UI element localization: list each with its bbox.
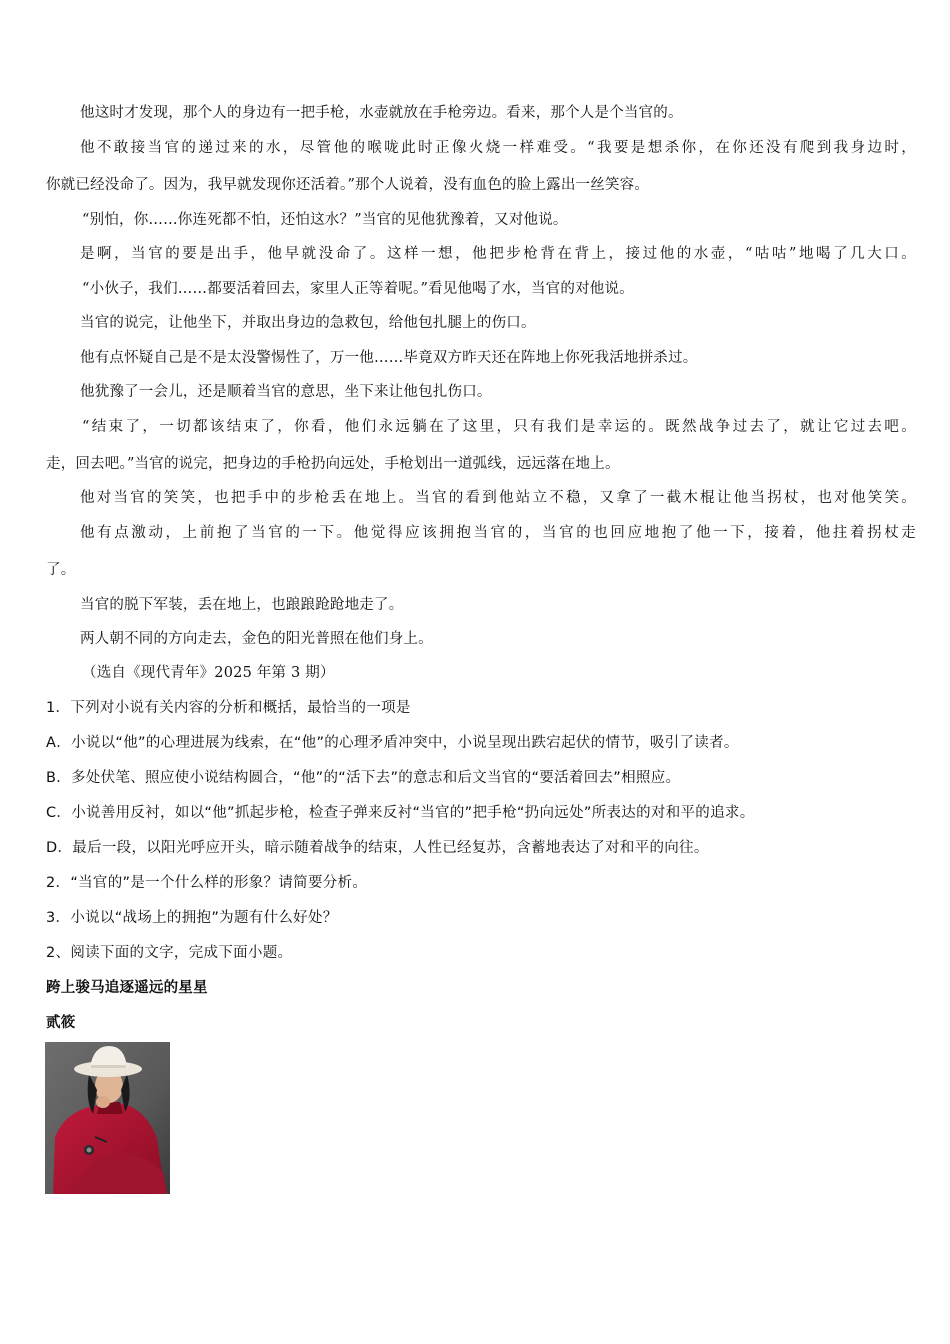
story-paragraph-12: 当官的脱下军装，丢在地上，也踉踉跄跄地走了。 <box>80 597 404 613</box>
story-paragraph-7: 他有点怀疑自己是不是太没警惕性了，万一他……毕竟双方昨天还在阵地上你死我活地拼杀过。 <box>80 350 698 366</box>
story-paragraph-13: 两人朝不同的方向走去，金色的阳光普照在他们身上。 <box>80 631 433 647</box>
story-paragraph-9-line-1: “结束了，一切都该结束了，你看，他们永远躺在了这里，只有我们是幸运的。既然战争过去了，就让它过去吧。 <box>82 419 916 435</box>
question-1-option-a: A．小说以“他”的心理进展为线索，在“他”的心理矛盾冲突中，小说呈现出跌宕起伏的情节，吸引了读者。 <box>46 735 739 751</box>
story-paragraph-10: 他对当官的笑笑，也把手中的步枪丢在地上。当官的看到他站立不稳，又拿了一截木棍让他当拐杖，也对他笑笑。 <box>80 490 916 506</box>
question-2: 2．“当官的”是一个什么样的形象？请简要分析。 <box>46 875 368 891</box>
story-paragraph-1: 他这时才发现，那个人的身边有一把手枪，水壶就放在手枪旁边。看来，那个人是个当官的。 <box>80 105 683 121</box>
article-author: 贰筱 <box>46 1014 76 1031</box>
source-citation: （选自《现代青年》2025 年第 3 期） <box>82 665 335 681</box>
article-title: 跨上骏马追逐遥远的星星 <box>46 979 208 996</box>
story-paragraph-5: “小伙子，我们……都要活着回去，家里人正等着呢。”看见他喝了水，当官的对他说。 <box>82 281 634 297</box>
question-1-stem: 1．下列对小说有关内容的分析和概括，最恰当的一项是 <box>46 700 411 716</box>
story-paragraph-3: “别怕，你……你连死都不怕，还怕这水？”当官的见他犹豫着，又对他说。 <box>82 212 568 228</box>
story-paragraph-4: 是啊，当官的要是出手，他早就没命了。这样一想，他把步枪背在背上，接过他的水壶，“咕咕”地喝了几大口。 <box>80 246 916 262</box>
author-portrait-photo <box>45 1042 170 1194</box>
story-paragraph-8: 他犹豫了一会儿，还是顺着当官的意思，坐下来让他包扎伤口。 <box>80 384 492 400</box>
section-2-intro: 2、阅读下面的文字，完成下面小题。 <box>46 945 293 961</box>
question-3: 3．小说以“战场上的拥抱”为题有什么好处？ <box>46 910 338 926</box>
story-paragraph-9-line-2: 走，回去吧。”当官的说完，把身边的手枪扔向远处，手枪划出一道弧线，远远落在地上。 <box>46 456 620 472</box>
story-paragraph-11-line-1: 他有点激动，上前抱了当官的一下。他觉得应该拥抱当官的，当官的也回应地抱了他一下，接着，他拄着拐杖走 <box>80 525 916 541</box>
story-paragraph-2-line-2: 你就已经没命了。因为，我早就发现你还活着。”那个人说着，没有血色的脸上露出一丝笑容。 <box>46 177 650 193</box>
question-1-option-d: D．最后一段，以阳光呼应开头，暗示随着战争的结束，人性已经复苏，含蓄地表达了对和平的向往。 <box>46 840 709 856</box>
story-paragraph-6: 当官的说完，让他坐下，并取出身边的急救包，给他包扎腿上的伤口。 <box>80 315 536 331</box>
question-1-option-b: B．多处伏笔、照应使小说结构圆合，“他”的“活下去”的意志和后文当官的“要活着回去”相照应。 <box>46 770 681 786</box>
story-paragraph-2-line-1: 他不敢接当官的递过来的水，尽管他的喉咙此时正像火烧一样难受。“我要是想杀你，在你还没有爬到我身边时， <box>80 140 916 156</box>
question-1-option-c: C．小说善用反衬，如以“他”抓起步枪，检查子弹来反衬“当官的”把手枪“扔向远处”所表达的对和平的追求。 <box>46 805 755 821</box>
story-paragraph-11-line-2: 了。 <box>46 562 76 578</box>
